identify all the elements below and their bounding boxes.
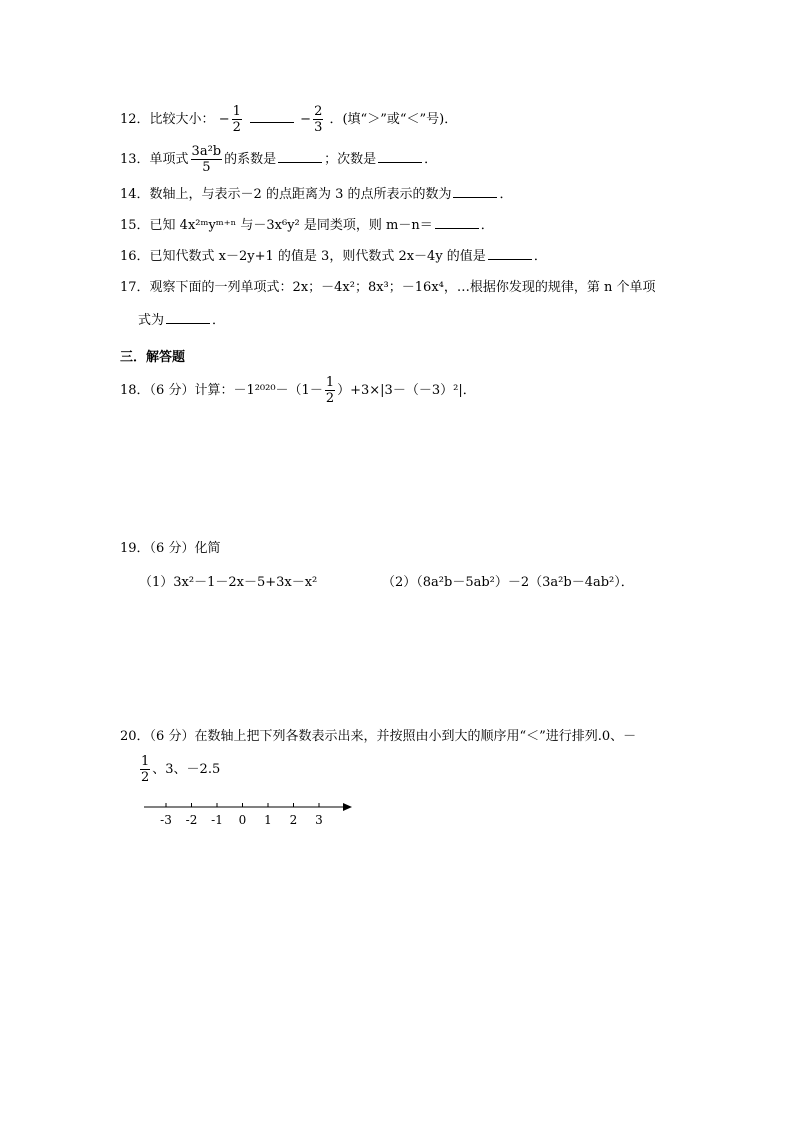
question-14: 14．数轴上，与表示－2 的点距离为 3 的点所表示的数为 ． (120, 187, 513, 202)
question-17-line-2: 式为 ． (138, 313, 226, 328)
question-18: 18．（6 分）计算：－1²⁰²⁰－（1－ $\frac{1}{2}$ ）+3×|3－（－3）²|． (120, 375, 476, 406)
fraction-2-3: $\frac{2}{3}$ (314, 104, 323, 135)
question-15: 15．已知 4x²ᵐyᵐ⁺ⁿ 与－3x⁶y² 是同类项，则 m－n＝ ． (120, 218, 494, 233)
answer-blank (453, 187, 497, 198)
monomial-fraction: $\frac{\text{3a²b}}{5}$ (191, 144, 222, 175)
number-line-tick-label: 3 (315, 813, 323, 827)
number-line-tick-label: 0 (238, 813, 247, 827)
answer-blank (278, 152, 322, 163)
question-20-line-2: $\frac{1}{2}$ 、3、－2.5 (141, 754, 221, 785)
answer-blank (166, 313, 210, 324)
answer-blank (378, 152, 422, 163)
number-line-tick-label: -2 (185, 813, 198, 827)
question-13: 13．单项式 $\frac{\text{3a²b}}{5}$ 的系数是 ；次数是 ． (120, 144, 438, 175)
number-line-tick-label: -1 (211, 813, 223, 827)
fraction-1-2: $\frac{1}{2}$ (141, 754, 150, 785)
number-line-arrow-icon (343, 803, 352, 811)
question-20: 20．（6 分）在数轴上把下列各数表示出来，并按照由小到大的顺序用“＜”进行排列.0、－ (120, 729, 637, 744)
number-line (140, 797, 360, 833)
fraction-1-2: $\frac{1}{2}$ (232, 104, 241, 135)
question-19-part-1: （1）3x²－1－2x－5+3x－x² (139, 575, 318, 590)
question-16: 16．已知代数式 x－2y+1 的值是 3，则代数式 2x－4y 的值是 ． (120, 249, 547, 264)
question-17: 17．观察下面的一列单项式：2x；－4x²；8x³；－16x⁴，…根据你发现的规律，第 n 个单项 (120, 280, 656, 295)
question-19-title: 19．（6 分）化简 (120, 541, 221, 556)
number-line-tick-label: 1 (264, 813, 272, 827)
fraction-1-2: $\frac{1}{2}$ (325, 375, 335, 406)
number-line-tick-label: -3 (160, 813, 172, 827)
section-heading: 三．解答题 (120, 350, 186, 365)
answer-blank (488, 249, 532, 260)
answer-blank (250, 112, 294, 123)
question-12: 12．比较大小： − $\frac{1}{2}$ − $\frac{2}{3}$ ．(填“＞”或“＜”号)． (120, 104, 458, 135)
question-19-part-2: （2）（8a²b－5ab²）－2（3a²b－4ab²）． (382, 575, 634, 590)
answer-blank (435, 218, 479, 229)
number-line-tick-label: 2 (289, 813, 298, 827)
